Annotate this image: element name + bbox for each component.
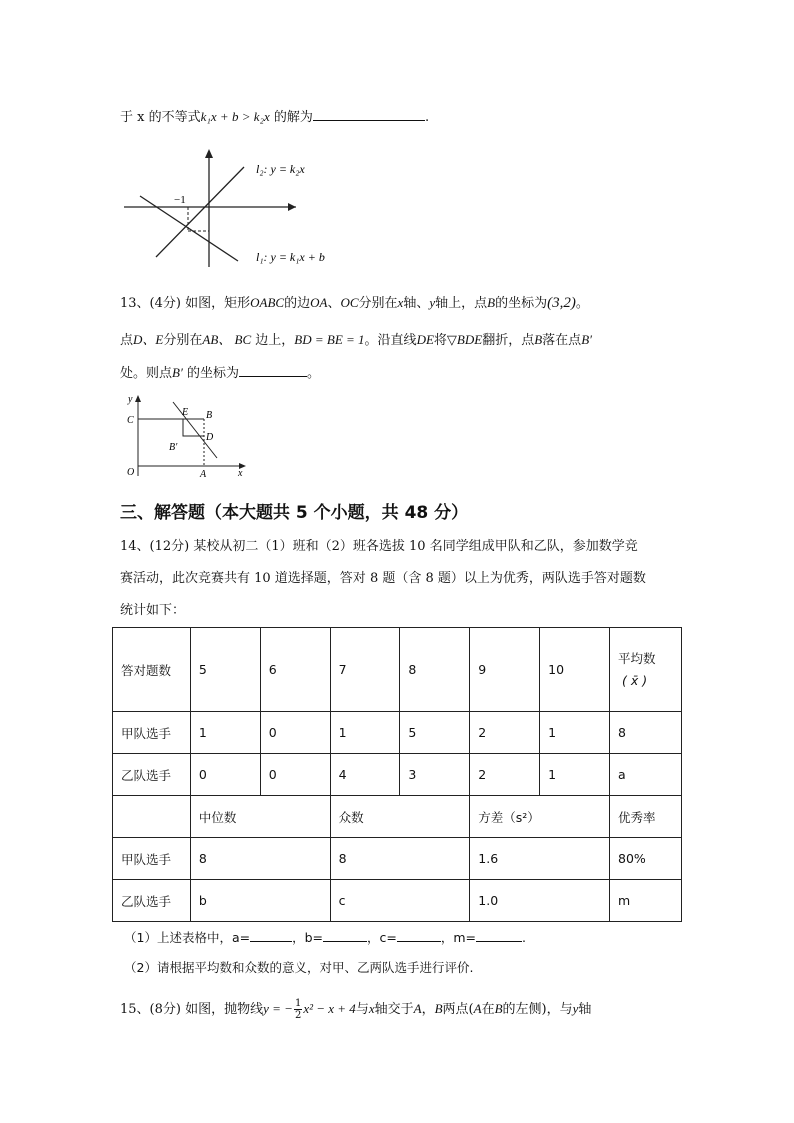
p15-point-a: A <box>413 1001 422 1016</box>
tick-label-neg1: −1 <box>174 194 186 206</box>
p13-text: 翻折，点 <box>482 333 535 348</box>
table-cell: 3 <box>400 754 470 796</box>
p13-axis-y: y <box>429 295 436 310</box>
q1-text: . <box>522 930 527 945</box>
table-cell: 1.6 <box>470 838 610 880</box>
p13-seg-oc: OC <box>340 295 359 310</box>
table-cell: 2 <box>470 754 540 796</box>
p13-points-de: D、E <box>133 332 164 347</box>
table-cell: 4 <box>330 754 400 796</box>
p13-seg-oa: OA <box>310 295 328 310</box>
fig13-label-c: C <box>127 415 134 426</box>
question-14-1 <box>124 928 526 948</box>
fig13-label-e: E <box>182 407 189 418</box>
p13-text: 。沿直线 <box>364 333 417 348</box>
p13-text: 边上， <box>255 333 295 348</box>
p15-point-a: A <box>473 1001 482 1016</box>
table-row <box>113 754 682 796</box>
table-cell: 1 <box>330 712 400 754</box>
table-cell: 8 <box>610 712 682 754</box>
table-cell: 众数 <box>330 796 470 838</box>
p13-text: 。 <box>306 366 320 381</box>
p15-fraction <box>294 998 302 1021</box>
p15-frac-den: 2 <box>294 1010 302 1021</box>
p13-point-b-prime: B′ <box>581 332 592 347</box>
graph-12 <box>118 145 348 275</box>
x-axis-arrow-icon <box>288 203 296 211</box>
table-row <box>113 880 682 922</box>
label-l1: l₁: y = k₁x + b <box>256 250 325 264</box>
section-3-title: 三、解答题（本大题共 5 个小题，共 48 分） <box>120 503 469 523</box>
problem-13-line-3 <box>120 363 320 384</box>
table-cell: a <box>610 754 682 796</box>
fig13-label-x: x <box>238 468 243 479</box>
table-cell: 10 <box>540 628 610 712</box>
p13-rect-name: OABC <box>250 295 285 310</box>
q1-text: ，m= <box>440 930 477 945</box>
p13-axis-x: x <box>397 295 404 310</box>
p13-text: 如图，矩形 <box>185 296 251 311</box>
p13-text: 分别在 <box>163 333 203 348</box>
p15-frac-num: 1 <box>294 998 302 1009</box>
table-cell: c <box>330 880 470 922</box>
problem-13-line-2 <box>120 330 592 351</box>
p13-point-b-prime: B′ <box>172 365 183 380</box>
q1-text: （1）上述表格中，a= <box>124 930 251 945</box>
question-14-2: （2）请根据平均数和众数的意义，对甲、乙两队选手进行评价. <box>124 960 474 975</box>
answer-blank-13[interactable] <box>239 363 307 377</box>
p15-text: 在 <box>481 1002 495 1017</box>
p13-coord: (3,2) <box>547 295 576 311</box>
table-cell: 1 <box>190 712 260 754</box>
q1-text: ，c= <box>367 930 397 945</box>
q1-text: ，b= <box>292 930 324 945</box>
fig13-label-b-prime: B′ <box>169 442 178 453</box>
p15-axis-y: y <box>572 1001 579 1016</box>
table-cell: 8 <box>400 628 470 712</box>
p15-text: 如图，抛物线 <box>185 1002 264 1017</box>
table-cell: m <box>610 880 682 922</box>
p13-text: 处。则点 <box>120 366 173 381</box>
problem-12-tail-line <box>120 107 429 128</box>
fig13-label-a: A <box>200 469 207 480</box>
p13-text: 的坐标为 <box>495 296 548 311</box>
p15-text: 的左侧)，与 <box>502 1002 573 1017</box>
fig13-label-o: O <box>127 467 135 478</box>
p13-text: 的边 <box>284 296 311 311</box>
problem-13-number: 13、(4分) <box>120 296 181 311</box>
p13-text: 轴上，点 <box>435 296 488 311</box>
mean-symbol: ( x̄ ) <box>622 672 648 688</box>
table-cell: 2 <box>470 712 540 754</box>
table-cell: 0 <box>260 754 330 796</box>
table-row <box>113 838 682 880</box>
table-cell: 方差（s²） <box>470 796 610 838</box>
table-cell: 甲队选手 <box>113 712 191 754</box>
answer-blank-12[interactable] <box>313 107 425 121</box>
table-cell: 8 <box>190 838 330 880</box>
p13-equation: BD = BE = 1 <box>294 332 365 347</box>
p13-triangle: ▽BDE <box>446 332 483 347</box>
p13-text: 。 <box>575 296 589 311</box>
table-cell: 6 <box>260 628 330 712</box>
p12-prefix: 于 x 的不等式 <box>120 110 201 125</box>
y-axis-arrow-icon <box>205 149 213 158</box>
problem-15-number: 15、(8分) <box>120 1002 181 1017</box>
fig13-label-d: D <box>206 432 214 443</box>
p15-text: 与 <box>355 1002 369 1017</box>
p13-text: 落在点 <box>542 333 582 348</box>
table-cell: 1 <box>540 712 610 754</box>
p13-text: 轴、 <box>403 296 430 311</box>
p15-func-y: y = − <box>263 1001 293 1016</box>
p15-axis-x: x <box>368 1001 375 1016</box>
table-cell: 1 <box>540 754 610 796</box>
problem-15-line-1 <box>120 995 591 1024</box>
p15-text: 两点( <box>442 1002 474 1017</box>
table-cell-mean <box>610 628 682 712</box>
table-cell: 中位数 <box>190 796 330 838</box>
table-cell: 答对题数 <box>113 628 191 712</box>
table-cell: 9 <box>470 628 540 712</box>
p13-sep: 、 <box>327 296 341 311</box>
p15-text: 轴 <box>578 1002 592 1017</box>
table-cell: 优秀率 <box>610 796 682 838</box>
p13-text: 分别在 <box>358 296 398 311</box>
table-cell: 7 <box>330 628 400 712</box>
answer-blank-b[interactable] <box>323 928 367 942</box>
p13-text: 的坐标为 <box>186 366 239 381</box>
table-cell: 1.0 <box>470 880 610 922</box>
p12-period: . <box>424 110 430 125</box>
p12-suffix: 的解为 <box>273 110 313 125</box>
fig13-label-y: y <box>128 394 133 405</box>
table-cell: 甲队选手 <box>113 838 191 880</box>
answer-blank-a[interactable] <box>250 928 292 942</box>
p15-point-b: B <box>494 1001 503 1016</box>
label-l2: l₂: y = k₂x <box>256 162 305 176</box>
p12-inequality: k₁x + b > k₂x <box>200 109 270 124</box>
fig13-y-arrow-icon <box>135 395 141 402</box>
p15-func-rest: x² − x + 4 <box>303 1001 356 1016</box>
figure-13 <box>116 390 256 480</box>
table-stat-header-row <box>113 796 682 838</box>
p13-text: 点 <box>120 333 134 348</box>
table-cell: 8 <box>330 838 470 880</box>
mean-label: 平均数 <box>618 650 656 666</box>
answer-blank-m[interactable] <box>476 928 522 942</box>
p15-sep: ， <box>421 1002 435 1017</box>
p15-text: 轴交于 <box>374 1002 414 1017</box>
fig13-label-b: B <box>206 410 213 421</box>
line-l2 <box>156 167 244 257</box>
answer-blank-c[interactable] <box>397 928 441 942</box>
table-cell: 乙队选手 <box>113 754 191 796</box>
problem-13-line-1 <box>120 293 589 314</box>
table-row <box>113 712 682 754</box>
problem-14-line-2: 赛活动，此次竞赛共有 10 道选择题，答对 8 题（含 8 题）以上为优秀，两队选手答对题数 <box>120 571 646 586</box>
table-cell: 80% <box>610 838 682 880</box>
p13-point-b: B <box>487 295 496 310</box>
table-cell: 5 <box>400 712 470 754</box>
table-cell: 乙队选手 <box>113 880 191 922</box>
table-cell: 0 <box>260 712 330 754</box>
table-header-row <box>113 628 682 712</box>
table-cell: 0 <box>190 754 260 796</box>
p15-point-b: B <box>434 1001 443 1016</box>
p13-text: 将 <box>433 333 447 348</box>
p13-point-b: B <box>534 332 543 347</box>
table-cell <box>113 796 191 838</box>
problem-14-line-1: 14、(12分) 某校从初二（1）班和（2）班各选拔 10 名同学组成甲队和乙队，参加数学竞 <box>120 539 638 554</box>
table-cell: 5 <box>190 628 260 712</box>
line-l1 <box>140 196 238 261</box>
score-table <box>112 627 682 922</box>
p13-line-de: DE <box>416 332 434 347</box>
p13-seg-ab-bc: AB、 BC <box>202 332 252 347</box>
problem-14-line-3: 统计如下： <box>120 603 186 618</box>
table-cell: b <box>190 880 330 922</box>
